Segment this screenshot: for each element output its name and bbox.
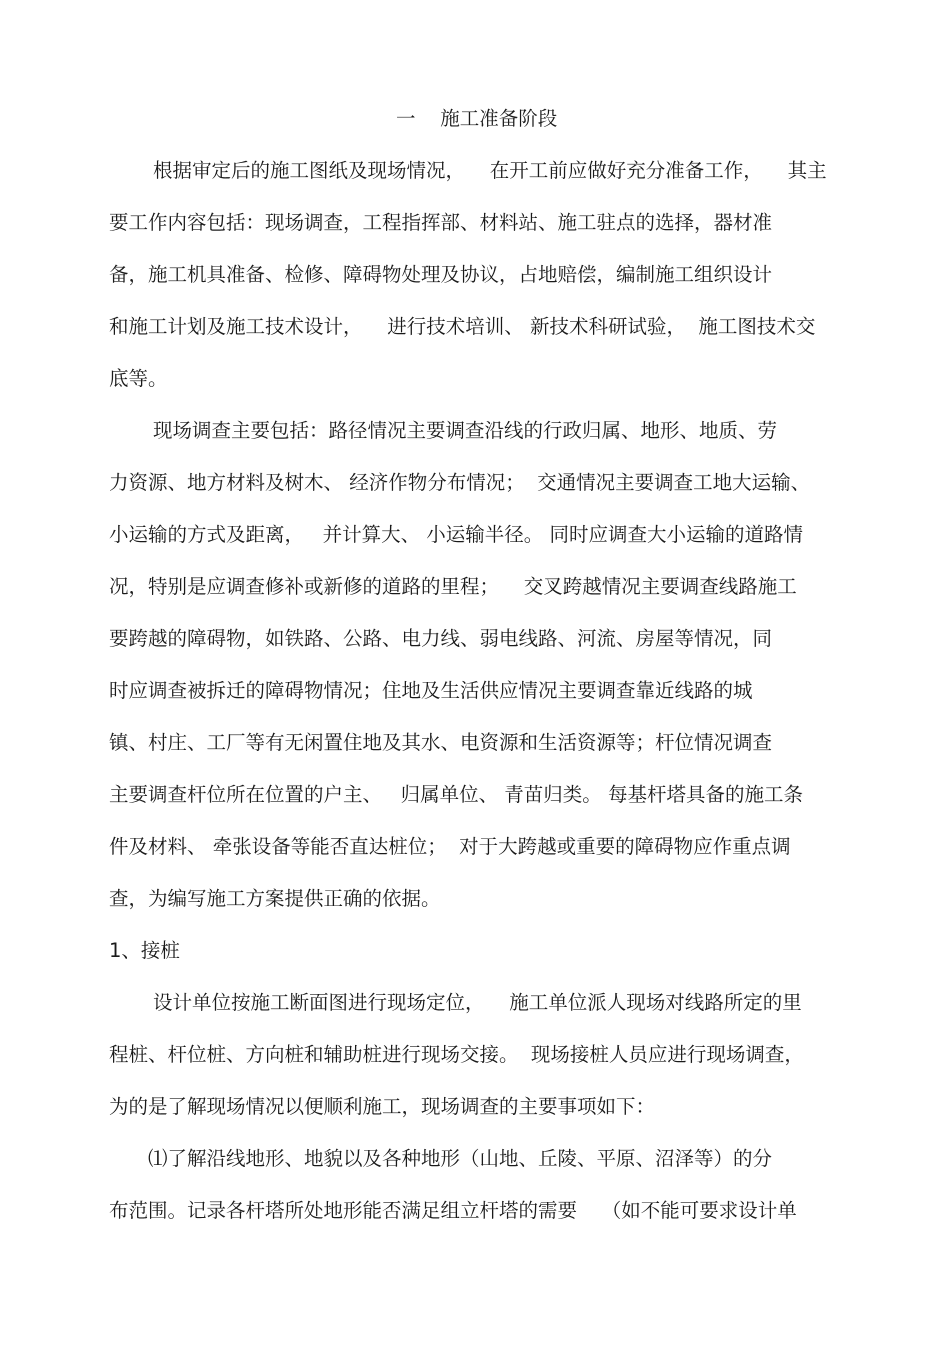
text-line: 小运输的方式及距离， 并计算大、 小运输半径。 同时应调查大小运输的道路情 <box>109 523 803 546</box>
text-line: 镇、村庄、工厂等有无闲置住地及其水、电资源和生活资源等；杆位情况调查 <box>109 731 773 754</box>
text-line: 件及材料、 牵张设备等能否直达桩位； 对于大跨越或重要的障碍物应作重点调 <box>109 835 791 858</box>
text-line: 况，特别是应调查修补或新修的道路的里程； 交叉跨越情况主要调查线路施工 <box>109 575 797 598</box>
section-heading: 1、接桩 <box>109 939 180 962</box>
text-line: 底等。 <box>109 367 168 390</box>
text-line: 要跨越的障碍物，如铁路、公路、电力线、弱电线路、河流、房屋等情况，同 <box>109 627 773 650</box>
text-line: 为的是了解现场情况以便顺利施工，现场调查的主要事项如下： <box>109 1095 656 1118</box>
text-line: 查，为编写施工方案提供正确的依据。 <box>109 887 441 910</box>
text-line: 程桩、杆位桩、方向桩和辅助桩进行现场交接。 现场接桩人员应进行现场调查， <box>109 1043 804 1066</box>
text-line: 现场调查主要包括：路径情况主要调查沿线的行政归属、地形、地质、劳 <box>153 419 778 442</box>
text-line: 力资源、地方材料及树木、 经济作物分布情况； 交通情况主要调查工地大运输、 <box>109 471 811 494</box>
text-line: ⑴了解沿线地形、地貌以及各种地形（山地、丘陵、平原、沼泽等）的分 <box>148 1147 773 1170</box>
section-title: 一 施工准备阶段 <box>396 107 558 130</box>
text-line: 设计单位按施工断面图进行现场定位， 施工单位派人现场对线路所定的里 <box>153 991 802 1014</box>
text-line: 和施工计划及施工技术设计， 进行技术培训、 新技术科研试验， 施工图技术交 <box>109 315 816 338</box>
text-line: 备，施工机具准备、检修、障碍物处理及协议，占地赔偿，编制施工组织设计 <box>109 263 773 286</box>
text-line: 时应调查被拆迁的障碍物情况；住地及生活供应情况主要调查靠近线路的城 <box>109 679 753 702</box>
text-line: 要工作内容包括：现场调查，工程指挥部、材料站、施工驻点的选择，器材准 <box>109 211 773 234</box>
text-line: 布范围。记录各杆塔所处地形能否满足组立杆塔的需要 （如不能可要求设计单 <box>109 1199 797 1222</box>
text-line: 根据审定后的施工图纸及现场情况， 在开工前应做好充分准备工作， 其主 <box>153 159 827 182</box>
text-line: 主要调查杆位所在位置的户主、 归属单位、 青苗归类。 每基杆塔具备的施工条 <box>109 783 803 806</box>
